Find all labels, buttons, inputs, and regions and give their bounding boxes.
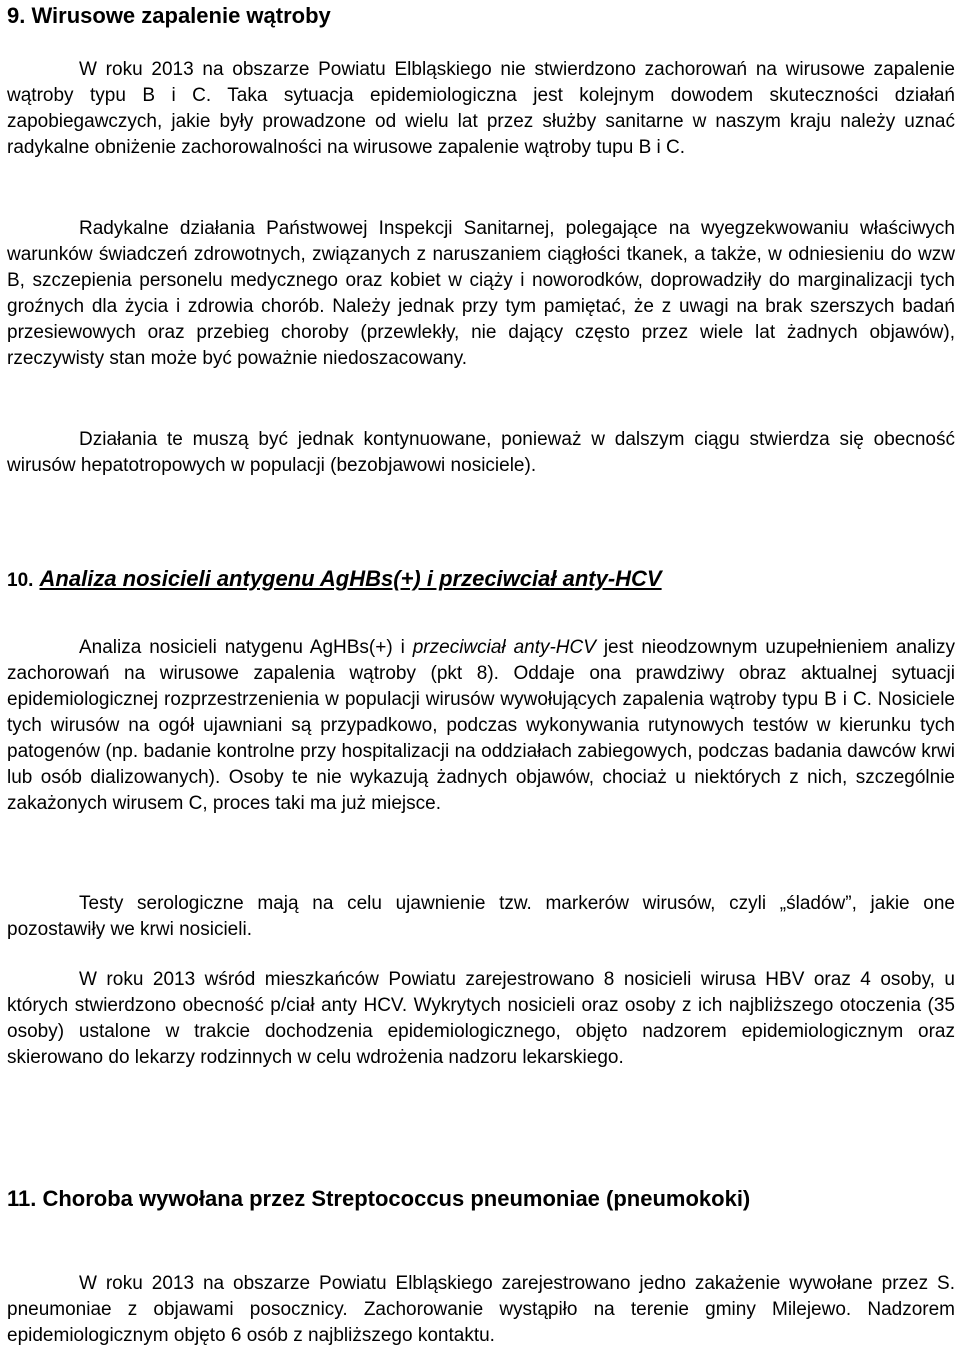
section-10-paragraph-1-italic: przeciwciał anty-HCV <box>412 637 596 658</box>
section-10-title: Analiza nosicieli antygenu AgHBs(+) i przeciwciał anty-HCV <box>39 566 662 591</box>
section-10-number: 10. <box>7 570 34 591</box>
section-10-paragraph-1-start: Analiza nosicieli natygenu AgHBs(+) i <box>79 637 413 658</box>
section-10-paragraph-1-end: jest nieodzownym uzupełnieniem analizy zachorowań na wirusowe zapalenia wątroby (pkt 8). Oddaje ona prawdziwy obraz aktualnej sytuacji epidemiologicznej rozprzestrzenienia w populacji wirusów wywołujących zapalenia wątroby typu B i C. Nosiciele tych wirusów na ogół ujawniani są przypadkowo, podczas wykonywania rutynowych testów w kierunku tych patogenów (np. badanie kontrolne przy hospitalizacji na oddziałach zabiegowych, podczas badania dawców krwi lub osób dializowanych). Osoby te nie wykazują żadnych objawów, chociaż u niektórych z nich, szczególnie zakażonych wirusem C, proces taki ma już miejsce. <box>7 637 955 814</box>
section-10-paragraph-1 <box>7 635 955 817</box>
section-10-heading <box>7 565 662 595</box>
section-9-paragraph-2: Radykalne działania Państwowej Inspekcji Sanitarnej, polegające na wyegzekwowaniu właściwych warunków świadczeń zdrowotnych, związanych z naruszaniem ciągłości tkanek, a także, w odniesieniu do wzw B, szczepienia personelu medycznego oraz kobiet w ciąży i noworodków, doprowadziły do marginalizacji tych groźnych dla życia i zdrowia chorób. Należy jednak przy tym pamiętać, że z uwagi na brak szerszych badań przesiewowych oraz przebieg choroby (przewlekły, nie dający często przez wiele lat żadnych objawów), rzeczywisty stan może być poważnie niedoszacowany. <box>7 218 955 369</box>
section-9-heading: 9. Wirusowe zapalenie wątroby <box>7 3 331 28</box>
section-10-paragraph-3: W roku 2013 wśród mieszkańców Powiatu zarejestrowano 8 nosicieli wirusa HBV oraz 4 osoby, u których stwierdzono obecność p/ciał anty HCV. Wykrytych nosicieli oraz osoby z ich najbliższego otoczenia (35 osoby) ustalone w trakcie dochodzenia epidemiologicznego, objęto nadzorem epidemiologicznym oraz skierowano do lekarzy rodzinnych w celu wdrożenia nadzoru lekarskiego. <box>7 969 955 1068</box>
section-9-paragraph-3: Działania te muszą być jednak kontynuowane, ponieważ w dalszym ciągu stwierdza się obecność wirusów hepatotropowych w populacji (bezobjawowi nosiciele). <box>7 429 955 476</box>
section-11-heading: 11. Choroba wywołana przez Streptococcus pneumoniae (pneumokoki) <box>7 1186 751 1211</box>
section-10-paragraph-2: Testy serologiczne mają na celu ujawnienie tzw. markerów wirusów, czyli „śladów”, jakie one pozostawiły we krwi nosicieli. <box>7 893 955 940</box>
section-11-paragraph: W roku 2013 na obszarze Powiatu Elbląskiego zarejestrowano jedno zakażenie wywołane przez S. pneumoniae z objawami posocznicy. Zachorowanie wystąpiło na terenie gminy Milejewo. Nadzorem epidemiologicznym objęto 6 osób z najbliższego kontaktu. <box>7 1273 955 1346</box>
section-9-paragraph-1: W roku 2013 na obszarze Powiatu Elbląskiego nie stwierdzono zachorowań na wirusowe zapalenie wątroby typu B i C. Taka sytuacja epidemiologiczna jest kolejnym dowodem skuteczności działań zapobiegawczych, jakie były prowadzone od wielu lat przez służby sanitarne w naszym kraju należy uznać radykalne obniżenie zachorowalności na wirusowe zapalenie wątroby tupu B i C. <box>7 59 955 158</box>
